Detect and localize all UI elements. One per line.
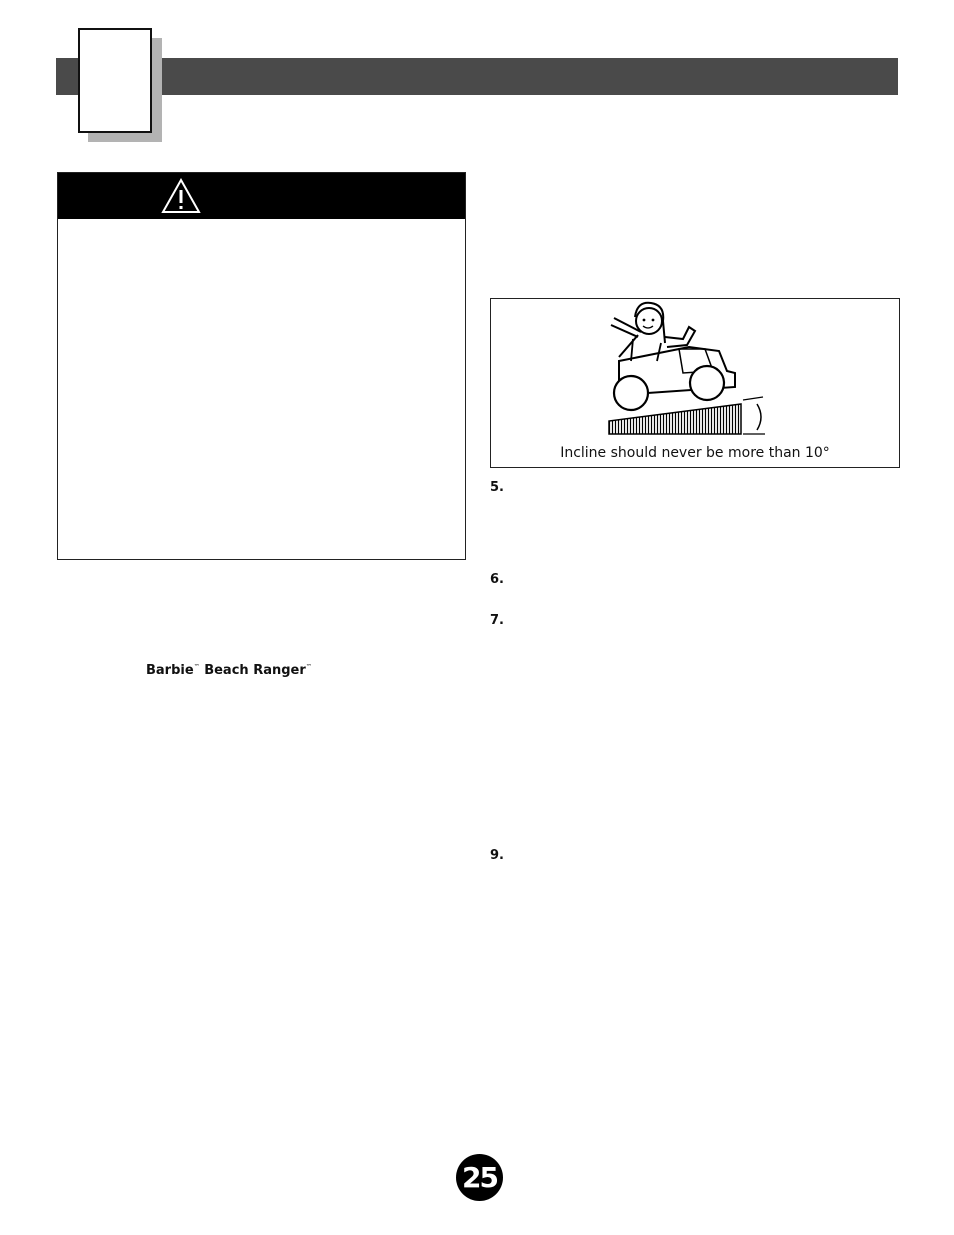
brand-name-beach-ranger: Beach Ranger xyxy=(204,663,306,678)
section-header-bar xyxy=(56,58,898,95)
warning-header xyxy=(58,173,465,219)
incline-illustration xyxy=(490,298,900,468)
step-number-6: 6. xyxy=(490,572,504,587)
trademark-symbol: ™ xyxy=(305,663,312,671)
warning-triangle-icon xyxy=(161,178,201,214)
warning-box xyxy=(57,172,466,560)
step-number-9: 9. xyxy=(490,848,504,863)
page-number: 25 xyxy=(456,1154,503,1201)
trademark-symbol: ™ xyxy=(193,663,200,671)
figure-caption: Incline should never be more than 10° xyxy=(560,445,830,461)
brand-name-barbie: Barbie xyxy=(146,663,194,678)
section-tab xyxy=(78,28,152,133)
child-on-vehicle-illustration xyxy=(491,299,899,467)
step-number-7: 7. xyxy=(490,613,504,628)
product-name xyxy=(146,663,312,678)
step-number-5: 5. xyxy=(490,480,504,495)
